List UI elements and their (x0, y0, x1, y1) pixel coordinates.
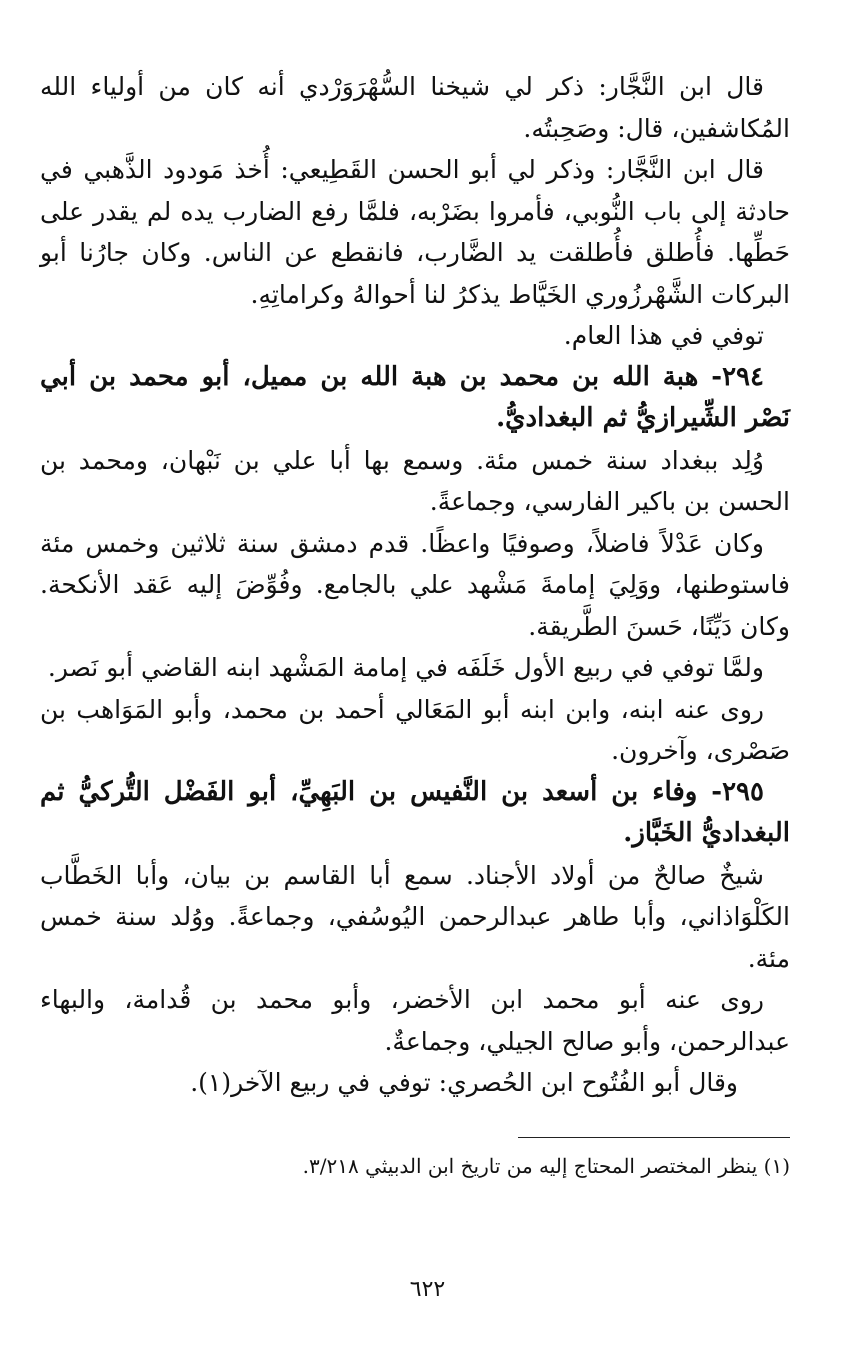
main-text (40, 66, 790, 1104)
paragraph-ibn-najjar-1: قال ابن النَّجَّار: ذكر لي شيخنا السُّهْرَوَرْدي أنه كان من أولياء الله المُكاشفين، قال: وصَحِبتُه. (40, 72, 790, 143)
paragraph-ibn-najjar-2: قال ابن النَّجَّار: وذكر لي أبو الحسن القَطِيعي: أُخذ مَودود الذَّهبي في حادثة إلى باب النُّوبي، فأمروا بضَرْبه، فلمَّا رفع الضارب يده لم يقدر على حَطِّها. فأُطلق فأُطلقت يد الضَّارب، فانقطع عن الناس. وكان جارُنا أبو البركات الشَّهْرزُوري الخَيَّاط يذكرُ لنا أحوالهُ وكراماتِهِ. (40, 155, 790, 309)
paragraph-294-birth: وُلِد ببغداد سنة خمس مئة. وسمع بها أبا علي بن نَبْهان، ومحمد بن الحسن بن باكير الفارسي، وجماعةً. (40, 445, 790, 516)
page-number: ٦٢٢ (409, 1277, 446, 1302)
paragraph-295-narrators: روى عنه أبو محمد ابن الأخضر، وأبو محمد بن قُدامة، والبهاء عبدالرحمن، وأبو صالح الجيلي، وجماعةٌ. (40, 985, 790, 1056)
paragraph-death-year: توفي في هذا العام. (563, 321, 764, 350)
entry-heading-294: ٢٩٤- هبة الله بن محمد بن هبة الله بن مميل، أبو محمد بن أبي نَصْر الشِّيرازيُّ ثم البغداديُّ. (40, 361, 790, 433)
paragraph-295-death: وقال أبو الفُتُوح ابن الحُصري: توفي في ربيع الآخر(١). (190, 1068, 738, 1097)
paragraph-294-narrators: روى عنه ابنه، وابن ابنه أبو المَعَالي أحمد بن محمد، وأبو المَوَاهب بن صَصْرى، وآخرون. (40, 694, 790, 765)
paragraph-294-career: وكان عَدْلاً فاضلاً، وصوفيًا واعظًا. قدم دمشق سنة ثلاثين وخمس مئة فاستوطنها، ووَلِيَ إمامةَ مَشْهد علي بالجامع. وفُوِّضَ إليه عَقد الأنكحة. وكان دَيِّنًا، حَسنَ الطَّريقة. (40, 528, 790, 641)
entry-heading-295: ٢٩٥- وفاء بن أسعد بن النَّفيس بن البَهِيِّ، أبو الفَضْل التُّركيُّ ثم البغداديُّ الخَبَّاز. (40, 776, 790, 848)
paragraph-294-death: ولمَّا توفي في ربيع الأول خَلَفَه في إمامة المَشْهد ابنه القاضي أبو نَصر. (47, 653, 764, 682)
paragraph-295-bio: شيخٌ صالحٌ من أولاد الأجناد. سمع أبا القاسم بن بيان، وأبا الخَطَّاب الكَلْوَاذاني، وأبا طاهر عبدالرحمن اليُوسُفي، وجماعةً. ووُلد سنة خمس مئة. (40, 860, 790, 973)
footnote: (١) ينظر المختصر المحتاج إليه من تاريخ ابن الدبيثي ٣/٢١٨. (302, 1154, 790, 1178)
footnote-divider (518, 1137, 790, 1138)
